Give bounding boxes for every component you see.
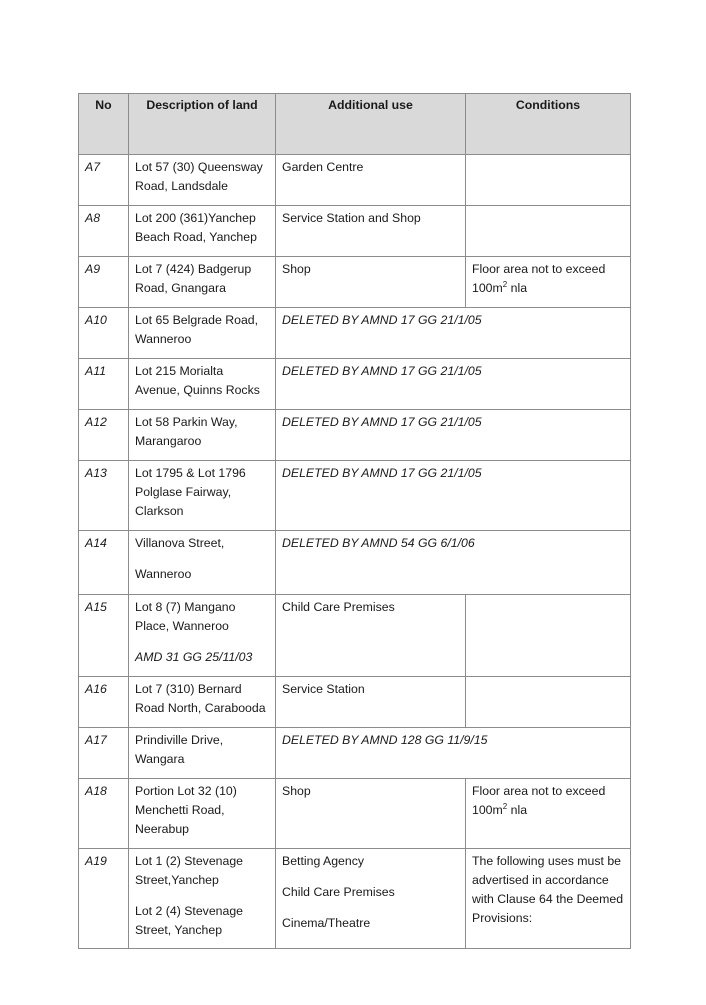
deleted-note: DELETED BY AMND 17 GG 21/1/05 <box>276 308 631 359</box>
additional-use: Garden Centre <box>276 155 466 206</box>
row-no: A7 <box>79 155 129 206</box>
land-description: Lot 1 (2) Stevenage Street,Yanchep Lot 2 (4) Stevenage Street, Yanchep <box>129 849 276 949</box>
row-no: A17 <box>79 728 129 779</box>
land-description: Lot 57 (30) Queensway Road, Landsdale <box>129 155 276 206</box>
conditions: The following uses must be advertised in accordance with Clause 64 the Deemed Provisions: <box>466 849 631 949</box>
row-no: A13 <box>79 461 129 531</box>
land-description: Lot 8 (7) Mangano Place, Wanneroo AMD 31 GG 25/11/03 <box>129 595 276 677</box>
amendment-note: AMD 31 GG 25/11/03 <box>135 650 253 664</box>
row-no: A18 <box>79 779 129 849</box>
land-description: Portion Lot 32 (10) Menchetti Road, Neerabup <box>129 779 276 849</box>
additional-use <box>276 849 466 949</box>
deleted-note: DELETED BY AMND 54 GG 6/1/06 <box>276 531 631 595</box>
table-row <box>79 531 631 595</box>
header-conditions: Conditions <box>466 94 631 155</box>
row-no: A11 <box>79 359 129 410</box>
additional-use: Service Station and Shop <box>276 206 466 257</box>
land-description: Lot 58 Parkin Way, Marangaroo <box>129 410 276 461</box>
row-no: A12 <box>79 410 129 461</box>
row-no: A19 <box>79 849 129 949</box>
table-row <box>79 155 631 206</box>
deleted-note: DELETED BY AMND 17 GG 21/1/05 <box>276 410 631 461</box>
table-row <box>79 728 631 779</box>
use-item: Betting Agency <box>282 854 365 868</box>
table-row <box>79 461 631 531</box>
land-description: Lot 7 (424) Badgerup Road, Gnangara <box>129 257 276 308</box>
additional-use: Child Care Premises <box>276 595 466 677</box>
deleted-note: DELETED BY AMND 128 GG 11/9/15 <box>276 728 631 779</box>
table-row <box>79 359 631 410</box>
land-description: Prindiville Drive, Wangara <box>129 728 276 779</box>
conditions <box>466 595 631 677</box>
land-description: Lot 65 Belgrade Road, Wanneroo <box>129 308 276 359</box>
table-row <box>79 410 631 461</box>
row-no: A16 <box>79 677 129 728</box>
table-row <box>79 257 631 308</box>
row-no: A8 <box>79 206 129 257</box>
additional-uses-table <box>78 93 631 949</box>
use-item: Child Care Premises <box>282 885 395 899</box>
row-no: A9 <box>79 257 129 308</box>
table-row <box>79 677 631 728</box>
header-description: Description of land <box>129 94 276 155</box>
use-item: Cinema/Theatre <box>282 916 371 930</box>
header-additional-use: Additional use <box>276 94 466 155</box>
deleted-note: DELETED BY AMND 17 GG 21/1/05 <box>276 359 631 410</box>
land-description: Lot 200 (361)Yanchep Beach Road, Yanchep <box>129 206 276 257</box>
additional-use: Shop <box>276 257 466 308</box>
row-no: A14 <box>79 531 129 595</box>
additional-use: Service Station <box>276 677 466 728</box>
row-no: A10 <box>79 308 129 359</box>
table-row <box>79 779 631 849</box>
deleted-note: DELETED BY AMND 17 GG 21/1/05 <box>276 461 631 531</box>
conditions: Floor area not to exceed $100m^2$ nla <box>466 257 631 308</box>
table-row <box>79 849 631 949</box>
table-row <box>79 206 631 257</box>
conditions: Floor area not to exceed $100m^2$ nla <box>466 779 631 849</box>
table-row <box>79 308 631 359</box>
table-row <box>79 595 631 677</box>
land-description: Villanova Street, Wanneroo <box>129 531 276 595</box>
table-header-row <box>79 94 631 155</box>
header-no: No <box>79 94 129 155</box>
conditions <box>466 677 631 728</box>
row-no: A15 <box>79 595 129 677</box>
land-description: Lot 215 Morialta Avenue, Quinns Rocks <box>129 359 276 410</box>
land-description: Lot 7 (310) Bernard Road North, Carabooda <box>129 677 276 728</box>
conditions <box>466 206 631 257</box>
land-description: Lot 1795 & Lot 1796 Polglase Fairway, Clarkson <box>129 461 276 531</box>
conditions <box>466 155 631 206</box>
additional-use: Shop <box>276 779 466 849</box>
